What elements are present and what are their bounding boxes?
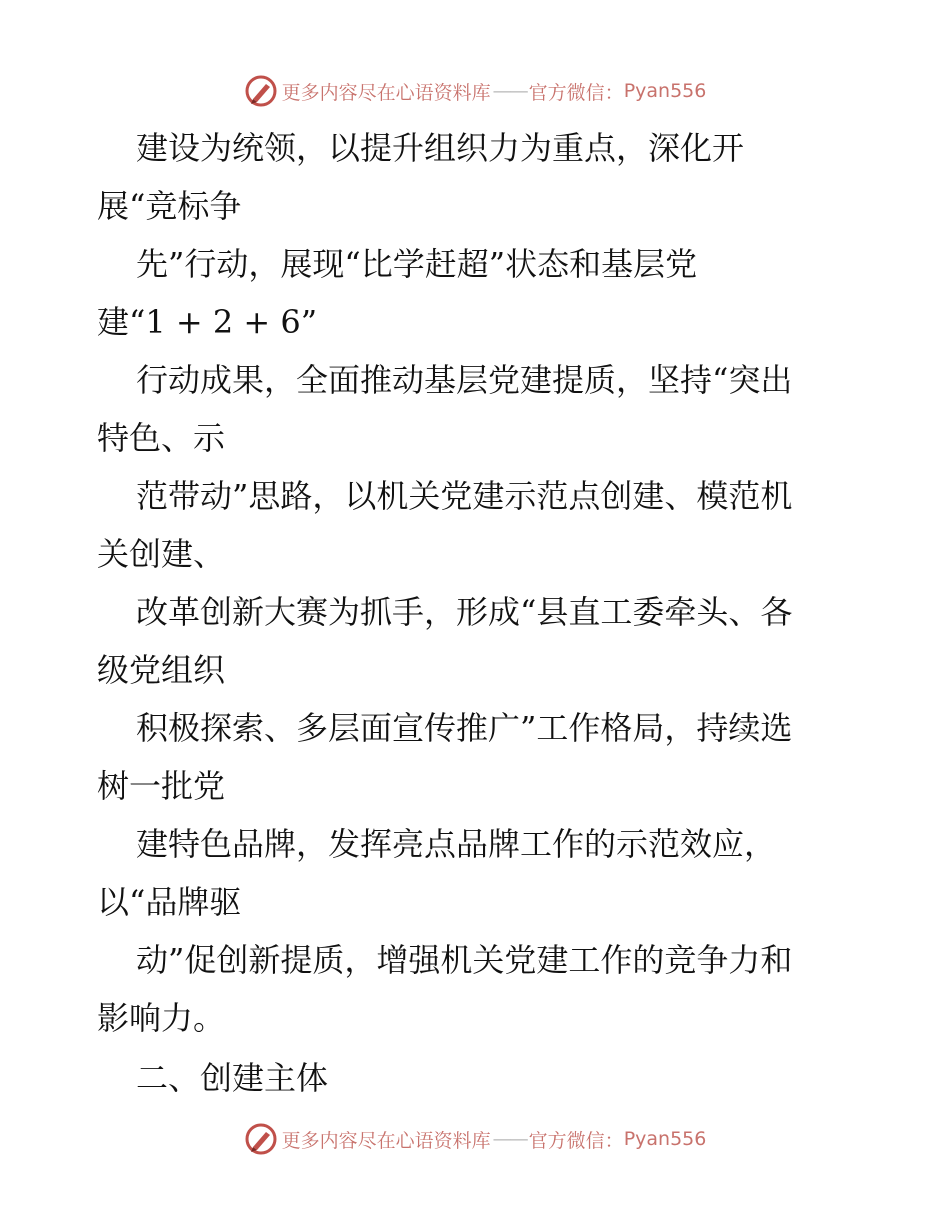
paragraph-line: 行动成果，全面推动基层党建提质，坚持“突出 (136, 361, 793, 399)
paragraph-line: 展“竞标争 (97, 187, 242, 225)
paragraph-line: 先”行动，展现“比学赶超”状态和基层党 (136, 245, 698, 283)
watermark-id: Pyan556 (623, 1128, 707, 1150)
footer-watermark (0, 1119, 950, 1159)
section-heading: 二、创建主体 (136, 1059, 329, 1097)
paragraph-line: 建特色品牌，发挥亮点品牌工作的示范效应， (136, 825, 777, 863)
paragraph-line: 积极探索、多层面宣传推广”工作格局，持续选 (136, 709, 793, 747)
paragraph-line: 范带动”思路，以机关党建示范点创建、模范机 (136, 477, 793, 515)
pen-logo-icon (244, 1122, 278, 1156)
paragraph-line: 树一批党 (97, 767, 226, 805)
watermark-text: 更多内容尽在心语资料库 (281, 1129, 491, 1152)
watermark-text: 更多内容尽在心语资料库 (281, 81, 491, 104)
paragraph-line: 以“品牌驱 (97, 883, 242, 921)
watermark-separator: —— (492, 1128, 527, 1150)
paragraph-line: 建设为统领，以提升组织力为重点，深化开 (136, 129, 745, 167)
watermark-label: 官方微信： (528, 1129, 624, 1152)
header-watermark (0, 71, 950, 111)
paragraph-line: 改革创新大赛为抓手，形成“县直工委牵头、各 (136, 593, 793, 631)
watermark-label: 官方微信： (528, 81, 624, 104)
paragraph-line: 级党组织 (97, 651, 226, 689)
paragraph-line: 动”促创新提质，增强机关党建工作的竞争力和 (136, 941, 793, 979)
paragraph-line: 关创建、 (97, 535, 226, 573)
paragraph-line: 特色、示 (97, 419, 226, 457)
watermark-separator: —— (492, 80, 527, 102)
paragraph-line: 建“1 + 2 + 6” (97, 303, 318, 341)
paragraph-line: 影响力。 (97, 999, 226, 1037)
watermark-id: Pyan556 (623, 80, 707, 102)
pen-logo-icon (244, 74, 278, 108)
